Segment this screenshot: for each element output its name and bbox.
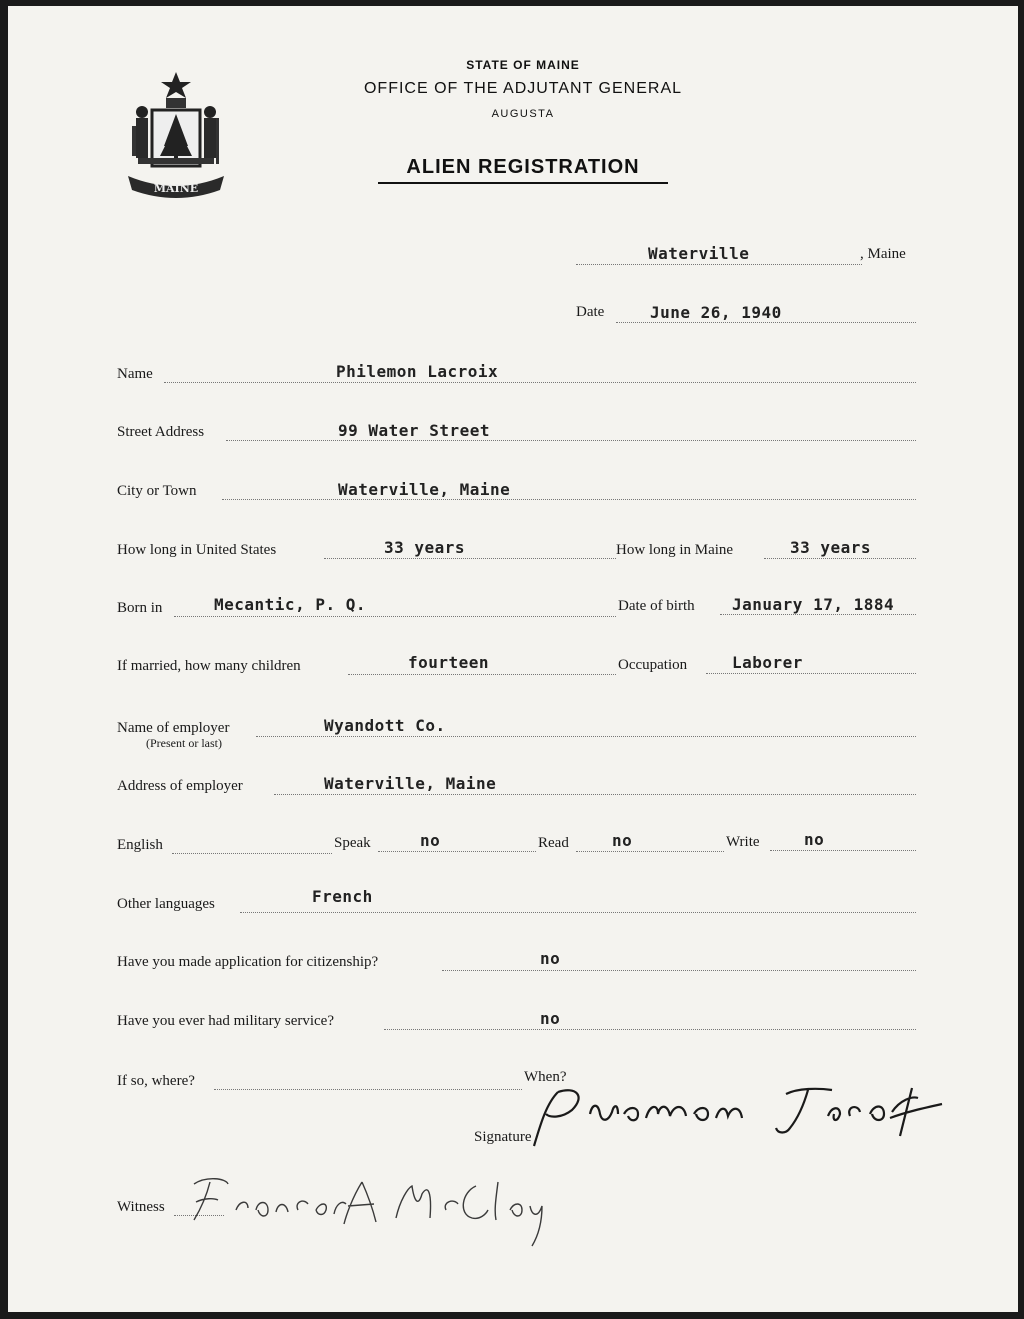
occupation-value: Laborer [732, 653, 803, 672]
dob-label: Date of birth [618, 598, 695, 614]
military-value: no [540, 1009, 561, 1028]
date-label: Date [576, 304, 605, 320]
place-suffix: , Maine [860, 246, 906, 262]
employer-label: Name of employer [117, 720, 230, 736]
us-years-label: How long in United States [117, 542, 277, 558]
state-seal-icon [120, 68, 232, 204]
military-label: Have you ever had military service? [117, 1013, 334, 1029]
header-state: STATE OF MAINE [466, 58, 580, 72]
header-office: OFFICE OF THE ADJUTANT GENERAL [363, 80, 683, 97]
name-label: Name [117, 366, 153, 382]
form-title-text: ALIEN REGISTRATION [406, 156, 640, 178]
write-value: no [804, 830, 825, 849]
svg-text:MAINE: MAINE [153, 182, 199, 195]
witness-label: Witness [117, 1199, 165, 1215]
occupation-label: Occupation [618, 657, 688, 673]
place-value: Waterville [648, 244, 750, 263]
maine-years-value: 33 years [790, 538, 872, 557]
write-label: Write [726, 834, 760, 850]
witness-handwriting [176, 1170, 556, 1250]
city-value: Waterville, Maine [338, 480, 511, 499]
english-label: English [117, 837, 163, 853]
other-languages-label: Other languages [117, 896, 215, 912]
employer-address-value: Waterville, Maine [324, 774, 497, 793]
born-value: Mecantic, P. Q. [214, 595, 366, 614]
speak-label: Speak [334, 835, 371, 851]
form-title [378, 156, 668, 184]
header-city: AUGUSTA [491, 108, 555, 120]
date-value: June 26, 1940 [650, 303, 782, 322]
children-value: fourteen [408, 653, 490, 672]
born-label: Born in [117, 600, 163, 616]
where-label: If so, where? [117, 1073, 195, 1089]
speak-value: no [420, 831, 441, 850]
dob-value: January 17, 1884 [732, 595, 895, 614]
maine-years-label: How long in Maine [616, 542, 734, 558]
children-label: If married, how many children [117, 658, 301, 674]
street-value: 99 Water Street [338, 421, 490, 440]
citizenship-value: no [540, 949, 561, 968]
signature-label: Signature [474, 1129, 532, 1145]
employer-address-label: Address of employer [117, 778, 243, 794]
other-languages-value: French [312, 887, 373, 906]
citizenship-label: Have you made application for citizenship? [117, 954, 379, 970]
name-value: Philemon Lacroix [336, 362, 499, 381]
document-page [8, 6, 1018, 1312]
employer-value: Wyandott Co. [324, 716, 446, 735]
read-label: Read [538, 835, 569, 851]
read-value: no [612, 831, 633, 850]
when-label: When? [524, 1069, 567, 1085]
street-label: Street Address [117, 424, 205, 440]
signature-handwriting [528, 1074, 948, 1154]
city-label: City or Town [117, 483, 197, 499]
employer-sublabel: (Present or last) [146, 736, 222, 750]
us-years-value: 33 years [384, 538, 466, 557]
